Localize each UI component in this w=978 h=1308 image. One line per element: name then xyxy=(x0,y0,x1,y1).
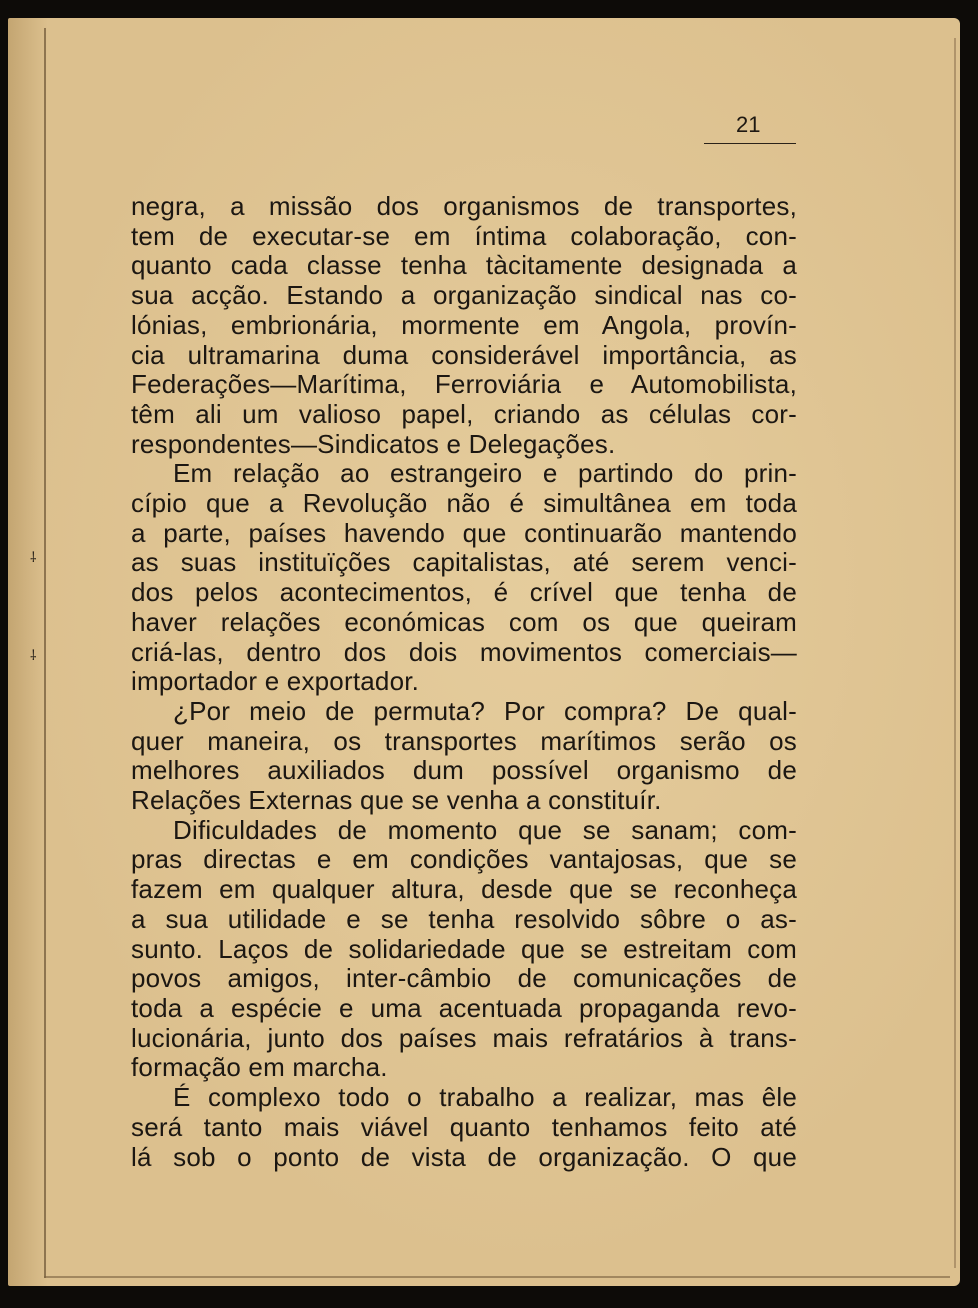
paragraph xyxy=(131,459,797,697)
text-line: as suas instituïções capitalistas, até serem venci- xyxy=(131,547,797,578)
text-line: tem de executar-se em íntima colaboração, con- xyxy=(131,220,797,251)
text-line: melhores auxiliados dum possível organismo de xyxy=(131,755,797,786)
text-line: Em relação ao estrangeiro e partindo do prin- xyxy=(173,458,797,489)
text-line: respondentes—Sindicatos e Delegações. xyxy=(131,428,616,459)
text-line: fazem em qualquer altura, desde que se reconheça xyxy=(131,874,797,905)
text-line: pras directas e em condições vantajosas, que se xyxy=(131,844,797,875)
text-line: importador e exportador. xyxy=(131,666,420,697)
text-line: sunto. Laços de solidariedade que se estreitam com xyxy=(131,933,797,964)
text-line: a parte, países havendo que continuarão mantendo xyxy=(131,517,797,548)
text-line: sua acção. Estando a organização sindical nas co- xyxy=(131,280,797,311)
text-line: É complexo todo o trabalho a realizar, mas êle xyxy=(173,1082,797,1113)
text-line: negra, a missão dos organismos de transportes, xyxy=(131,191,797,221)
margin-pin-mark: ⸸ xyxy=(30,648,37,664)
text-line: cia ultramarina duma considerável importância, as xyxy=(131,339,797,370)
page-number-rule xyxy=(704,143,796,144)
paragraph xyxy=(131,697,797,816)
text-line: haver relações económicas com os que queiram xyxy=(131,606,797,637)
text-line: será tanto mais viável quanto tenhamos feito até xyxy=(131,1111,797,1142)
body-text xyxy=(131,192,797,1172)
page-right-edge xyxy=(954,38,956,1268)
text-line: ¿Por meio de permuta? Por compra? De qual- xyxy=(173,695,797,726)
page-number: 21 xyxy=(736,112,761,137)
paragraph xyxy=(131,1083,797,1172)
text-line: lónias, embrionária, mormente em Angola, provín- xyxy=(131,309,797,340)
binding-gutter-line xyxy=(44,28,46,1278)
page-bottom-edge xyxy=(44,1276,950,1278)
text-line: toda a espécie e uma acentuada propaganda revo- xyxy=(131,992,797,1023)
margin-pin-mark: ⸸ xyxy=(30,550,37,566)
text-line: a sua utilidade e se tenha resolvido sôbre o as- xyxy=(131,903,797,934)
text-line: criá-las, dentro dos dois movimentos comerciais— xyxy=(131,636,797,667)
text-line: formação em marcha. xyxy=(131,1052,388,1083)
paragraph xyxy=(131,192,797,459)
text-line: lucionária, junto dos países mais refratários à trans- xyxy=(131,1022,797,1053)
text-line: quanto cada classe tenha tàcitamente designada a xyxy=(131,250,797,281)
text-line: têm ali um valioso papel, criando as células cor- xyxy=(131,398,797,429)
text-line: Dificuldades de momento que se sanam; com- xyxy=(173,814,797,845)
paragraph xyxy=(131,816,797,1083)
text-line: povos amigos, inter-câmbio de comunicações de xyxy=(131,963,797,994)
text-line: lá sob o ponto de vista de organização. O que xyxy=(131,1141,797,1172)
text-line: Relações Externas que se venha a constituír. xyxy=(131,785,662,816)
text-line: dos pelos acontecimentos, é crível que tenha de xyxy=(131,577,797,608)
text-line: quer maneira, os transportes marítimos serão os xyxy=(131,725,797,756)
text-line: Federações—Marítima, Ferroviária e Automobilista, xyxy=(131,369,797,400)
text-line: cípio que a Revolução não é simultânea em toda xyxy=(131,488,797,519)
